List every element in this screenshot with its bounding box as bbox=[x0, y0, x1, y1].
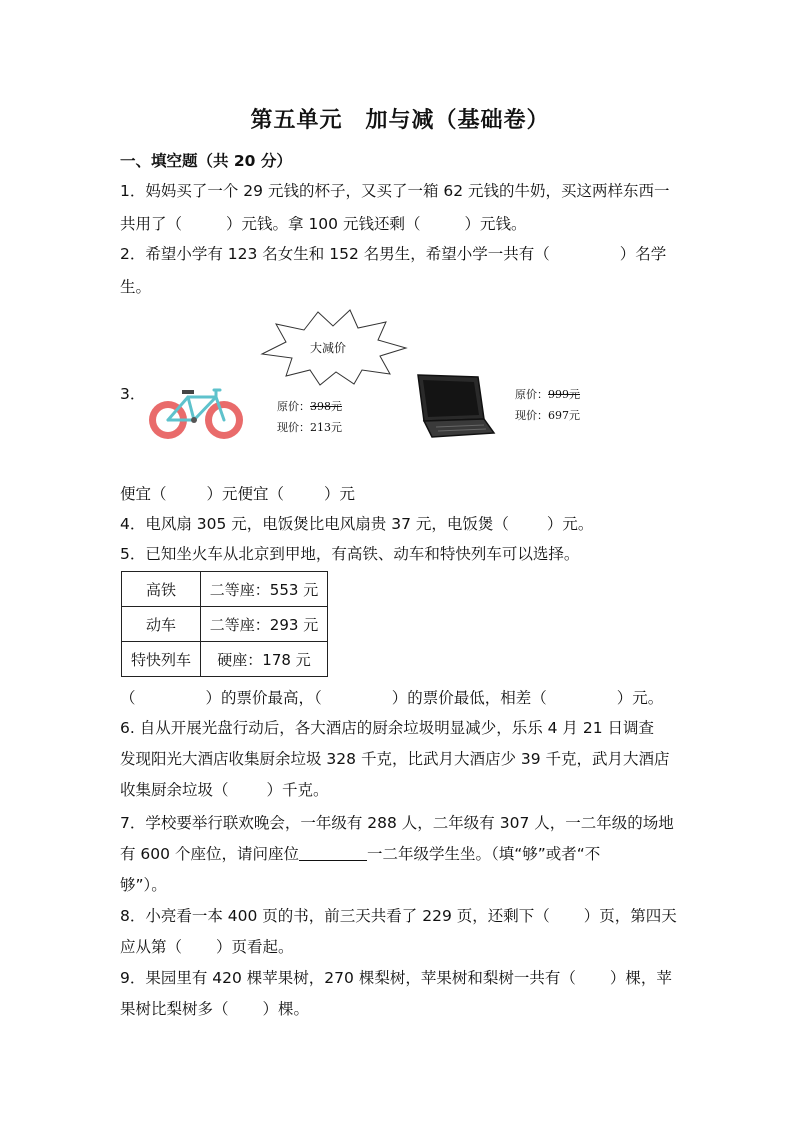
q9-text-a: 9．果园里有 420 棵苹果树，270 棵梨树，苹果树和梨树一共有（ bbox=[120, 969, 576, 987]
q8-text-c: 应从第（ bbox=[120, 938, 183, 956]
q6-text-a: 收集厨余垃圾（ bbox=[120, 781, 229, 799]
question-1-line-1: 1．妈妈买了一个 29 元钱的杯子，又买了一箱 62 元钱的牛奶，买这两样东西一 bbox=[120, 182, 670, 200]
q9-text-c: 果树比梨树多（ bbox=[120, 1000, 229, 1018]
q9-text-b: ）棵，苹 bbox=[609, 969, 672, 987]
q5-text-d: ）元。 bbox=[616, 689, 664, 707]
question-2-line-2: 生。 bbox=[120, 278, 152, 296]
q8-text-d: ）页看起。 bbox=[216, 938, 294, 956]
question-8-line-2 bbox=[120, 936, 294, 958]
table-row bbox=[122, 642, 328, 677]
q1-text-b: ）元钱。拿 100 元钱还剩（ bbox=[226, 215, 421, 233]
q9-text-d: ）棵。 bbox=[262, 1000, 310, 1018]
bike-price-labels bbox=[277, 396, 342, 438]
q5-text-b: ）的票价最高，（ bbox=[205, 689, 322, 707]
laptop-price-labels bbox=[515, 384, 580, 426]
bike-original-price: 原价：398元 bbox=[277, 400, 342, 413]
q2-text-a: 2．希望小学有 123 名女生和 152 名男生，希望小学一共有（ bbox=[120, 245, 550, 263]
question-7-line-3: 够”）。 bbox=[120, 876, 167, 894]
question-5-line-1: 5．已知坐火车从北京到甲地，有高铁、动车和特快列车可以选择。 bbox=[120, 545, 580, 563]
q4-text-a: 4．电风扇 305 元，电饭煲比电风扇贵 37 元，电饭煲（ bbox=[120, 515, 509, 533]
laptop-original-price: 原价：999元 bbox=[515, 388, 580, 401]
q5-text-a: （ bbox=[120, 689, 136, 707]
question-1-line-2 bbox=[120, 213, 526, 235]
q3-text-b: ）元便宜（ bbox=[206, 485, 285, 503]
fare-cell: 二等座：553 元 bbox=[201, 572, 328, 607]
train-type-cell: 动车 bbox=[122, 607, 201, 642]
q8-text-a: 8．小亮看一本 400 页的书，前三天共看了 229 页，还剩下（ bbox=[120, 907, 550, 925]
q1-text-a: 共用了（ bbox=[120, 215, 183, 233]
table-row bbox=[122, 607, 328, 642]
question-8-line-1 bbox=[120, 905, 677, 927]
fare-cell: 硬座：178 元 bbox=[201, 642, 328, 677]
table-row bbox=[122, 572, 328, 607]
q7-answer-underline[interactable] bbox=[299, 844, 367, 861]
q4-text-b: ）元。 bbox=[546, 515, 594, 533]
question-2-line-1 bbox=[120, 243, 666, 265]
q5-text-c: ）的票价最低，相差（ bbox=[391, 689, 547, 707]
train-type-cell: 高铁 bbox=[122, 572, 201, 607]
section-heading: 一、填空题（共 20 分） bbox=[120, 152, 292, 170]
q2-text-b: ）名学 bbox=[619, 245, 667, 263]
laptop-icon bbox=[414, 371, 496, 441]
sale-banner-text: 大减价 bbox=[310, 341, 347, 355]
q3-text-a: 便宜（ bbox=[120, 485, 167, 503]
question-5-answer-line bbox=[120, 687, 663, 709]
q1-text-c: ）元钱。 bbox=[464, 215, 527, 233]
question-9-line-1 bbox=[120, 967, 672, 989]
train-fare-table bbox=[121, 571, 328, 677]
bicycle-icon bbox=[146, 380, 246, 442]
q7-text-b: 一二年级学生坐。（填“够”或者“不 bbox=[366, 845, 601, 863]
page-title: 第五单元 加与减（基础卷） bbox=[250, 108, 550, 133]
train-type-cell: 特快列车 bbox=[122, 642, 201, 677]
q3-text-c: ）元 bbox=[324, 485, 356, 503]
laptop-current-price: 现价：697元 bbox=[515, 409, 580, 422]
q7-text-a: 有 600 个座位，请问座位 bbox=[120, 845, 299, 863]
question-7-line-1: 7．学校要举行联欢晚会，一年级有 288 人，二年级有 307 人，一二年级的场地 bbox=[120, 814, 674, 832]
bike-current-price: 现价：213元 bbox=[277, 421, 342, 434]
struck-price-value: 398元 bbox=[310, 400, 342, 413]
question-6-line-2: 发现阳光大酒店收集厨余垃圾 328 千克，比武月大酒店少 39 千克，武月大酒店 bbox=[120, 750, 670, 768]
question-3-answer-line bbox=[120, 483, 355, 505]
question-6-line-3 bbox=[120, 779, 329, 801]
q8-text-b: ）页，第四天 bbox=[583, 907, 677, 925]
question-7-line-2 bbox=[120, 843, 600, 865]
struck-price-value: 999元 bbox=[548, 388, 580, 401]
question-6-line-1: 6. 自从开展光盘行动后，各大酒店的厨余垃圾明显减少，乐乐 4 月 21 日调查 bbox=[120, 719, 655, 737]
question-3-number: 3． bbox=[120, 385, 146, 403]
q6-text-b: ）千克。 bbox=[266, 781, 329, 799]
question-9-line-2 bbox=[120, 998, 309, 1020]
question-4 bbox=[120, 513, 593, 535]
fare-cell: 二等座：293 元 bbox=[201, 607, 328, 642]
